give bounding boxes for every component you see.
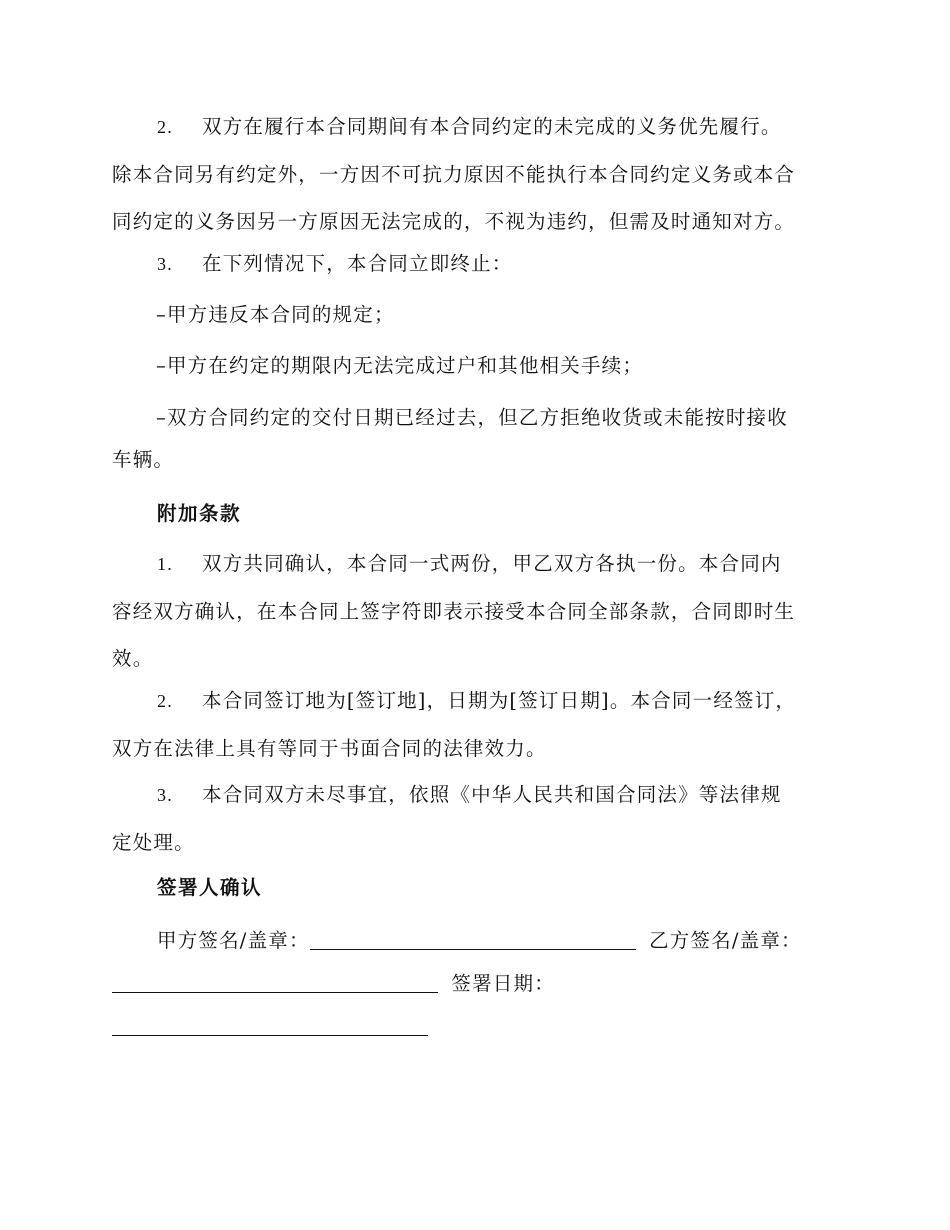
termination-condition-1: –甲方违反本合同的规定； (156, 303, 395, 326)
paragraph-line: 车辆。 (112, 448, 175, 471)
paragraph-line (112, 677, 832, 725)
signature-row-2 (112, 960, 555, 1007)
section-heading-additional: 附加条款 (157, 502, 242, 525)
paragraph-line: 除本合同另有约定外，一方因不可抗力原因不能执行本合同约定义务或本合 (112, 163, 796, 186)
item-number: 1. (157, 554, 173, 574)
sign-date-label: 签署日期： (451, 972, 555, 995)
paragraph-line: 定处理。 (112, 831, 195, 854)
signature-row-1 (157, 917, 802, 964)
termination-item-3 (112, 240, 832, 288)
paragraph-line (112, 540, 832, 588)
termination-item-2 (112, 103, 832, 245)
paragraph-text: 本合同双方未尽事宜，依照《中华人民共和国合同法》等法律规 (202, 783, 782, 806)
paragraph-text: 双方在履行本合同期间有本合同约定的未完成的义务优先履行。 (202, 115, 782, 138)
additional-item-1 (112, 540, 832, 682)
item-number: 2. (157, 117, 173, 137)
item-number: 2. (157, 691, 173, 711)
paragraph-line: 效。 (112, 647, 154, 670)
additional-item-2 (112, 677, 832, 772)
paragraph-text: 双方共同确认，本合同一式两份，甲乙双方各执一份。本合同内 (202, 552, 782, 575)
signature-row-3 (112, 1003, 428, 1050)
paragraph-line: 容经双方确认，在本合同上签字符即表示接受本合同全部条款，合同即时生 (112, 600, 796, 623)
paragraph-text: 在下列情况下，本合同立即终止： (202, 252, 513, 275)
termination-condition-3-continued (112, 436, 832, 483)
termination-condition-2: –甲方在约定的期限内无法完成过户和其他相关手续； (156, 354, 644, 377)
paragraph-line (112, 103, 832, 151)
party-b-signature-label: 乙方签名/盖章： (649, 929, 802, 952)
party-b-signature-field[interactable] (112, 991, 438, 993)
paragraph-line (112, 771, 832, 819)
additional-item-3 (112, 771, 832, 866)
item-number: 3. (157, 254, 173, 274)
section-heading-signature: 签署人确认 (157, 876, 263, 899)
sign-date-field[interactable] (112, 1034, 428, 1036)
party-a-signature-field[interactable] (310, 948, 636, 950)
item-number: 3. (157, 785, 173, 805)
paragraph-line: 同约定的义务因另一方原因无法完成的，不视为违约，但需及时通知对方。 (112, 210, 796, 233)
paragraph-text: 本合同签订地为[签订地]，日期为[签订日期]。本合同一经签订， (202, 689, 797, 712)
paragraph-line (112, 240, 832, 288)
paragraph-line: 双方在法律上具有等同于书面合同的法律效力。 (112, 737, 547, 760)
termination-condition-3: –双方合同约定的交付日期已经过去，但乙方拒绝收货或未能按时接收 (156, 406, 788, 429)
party-a-signature-label: 甲方签名/盖章： (157, 929, 310, 952)
